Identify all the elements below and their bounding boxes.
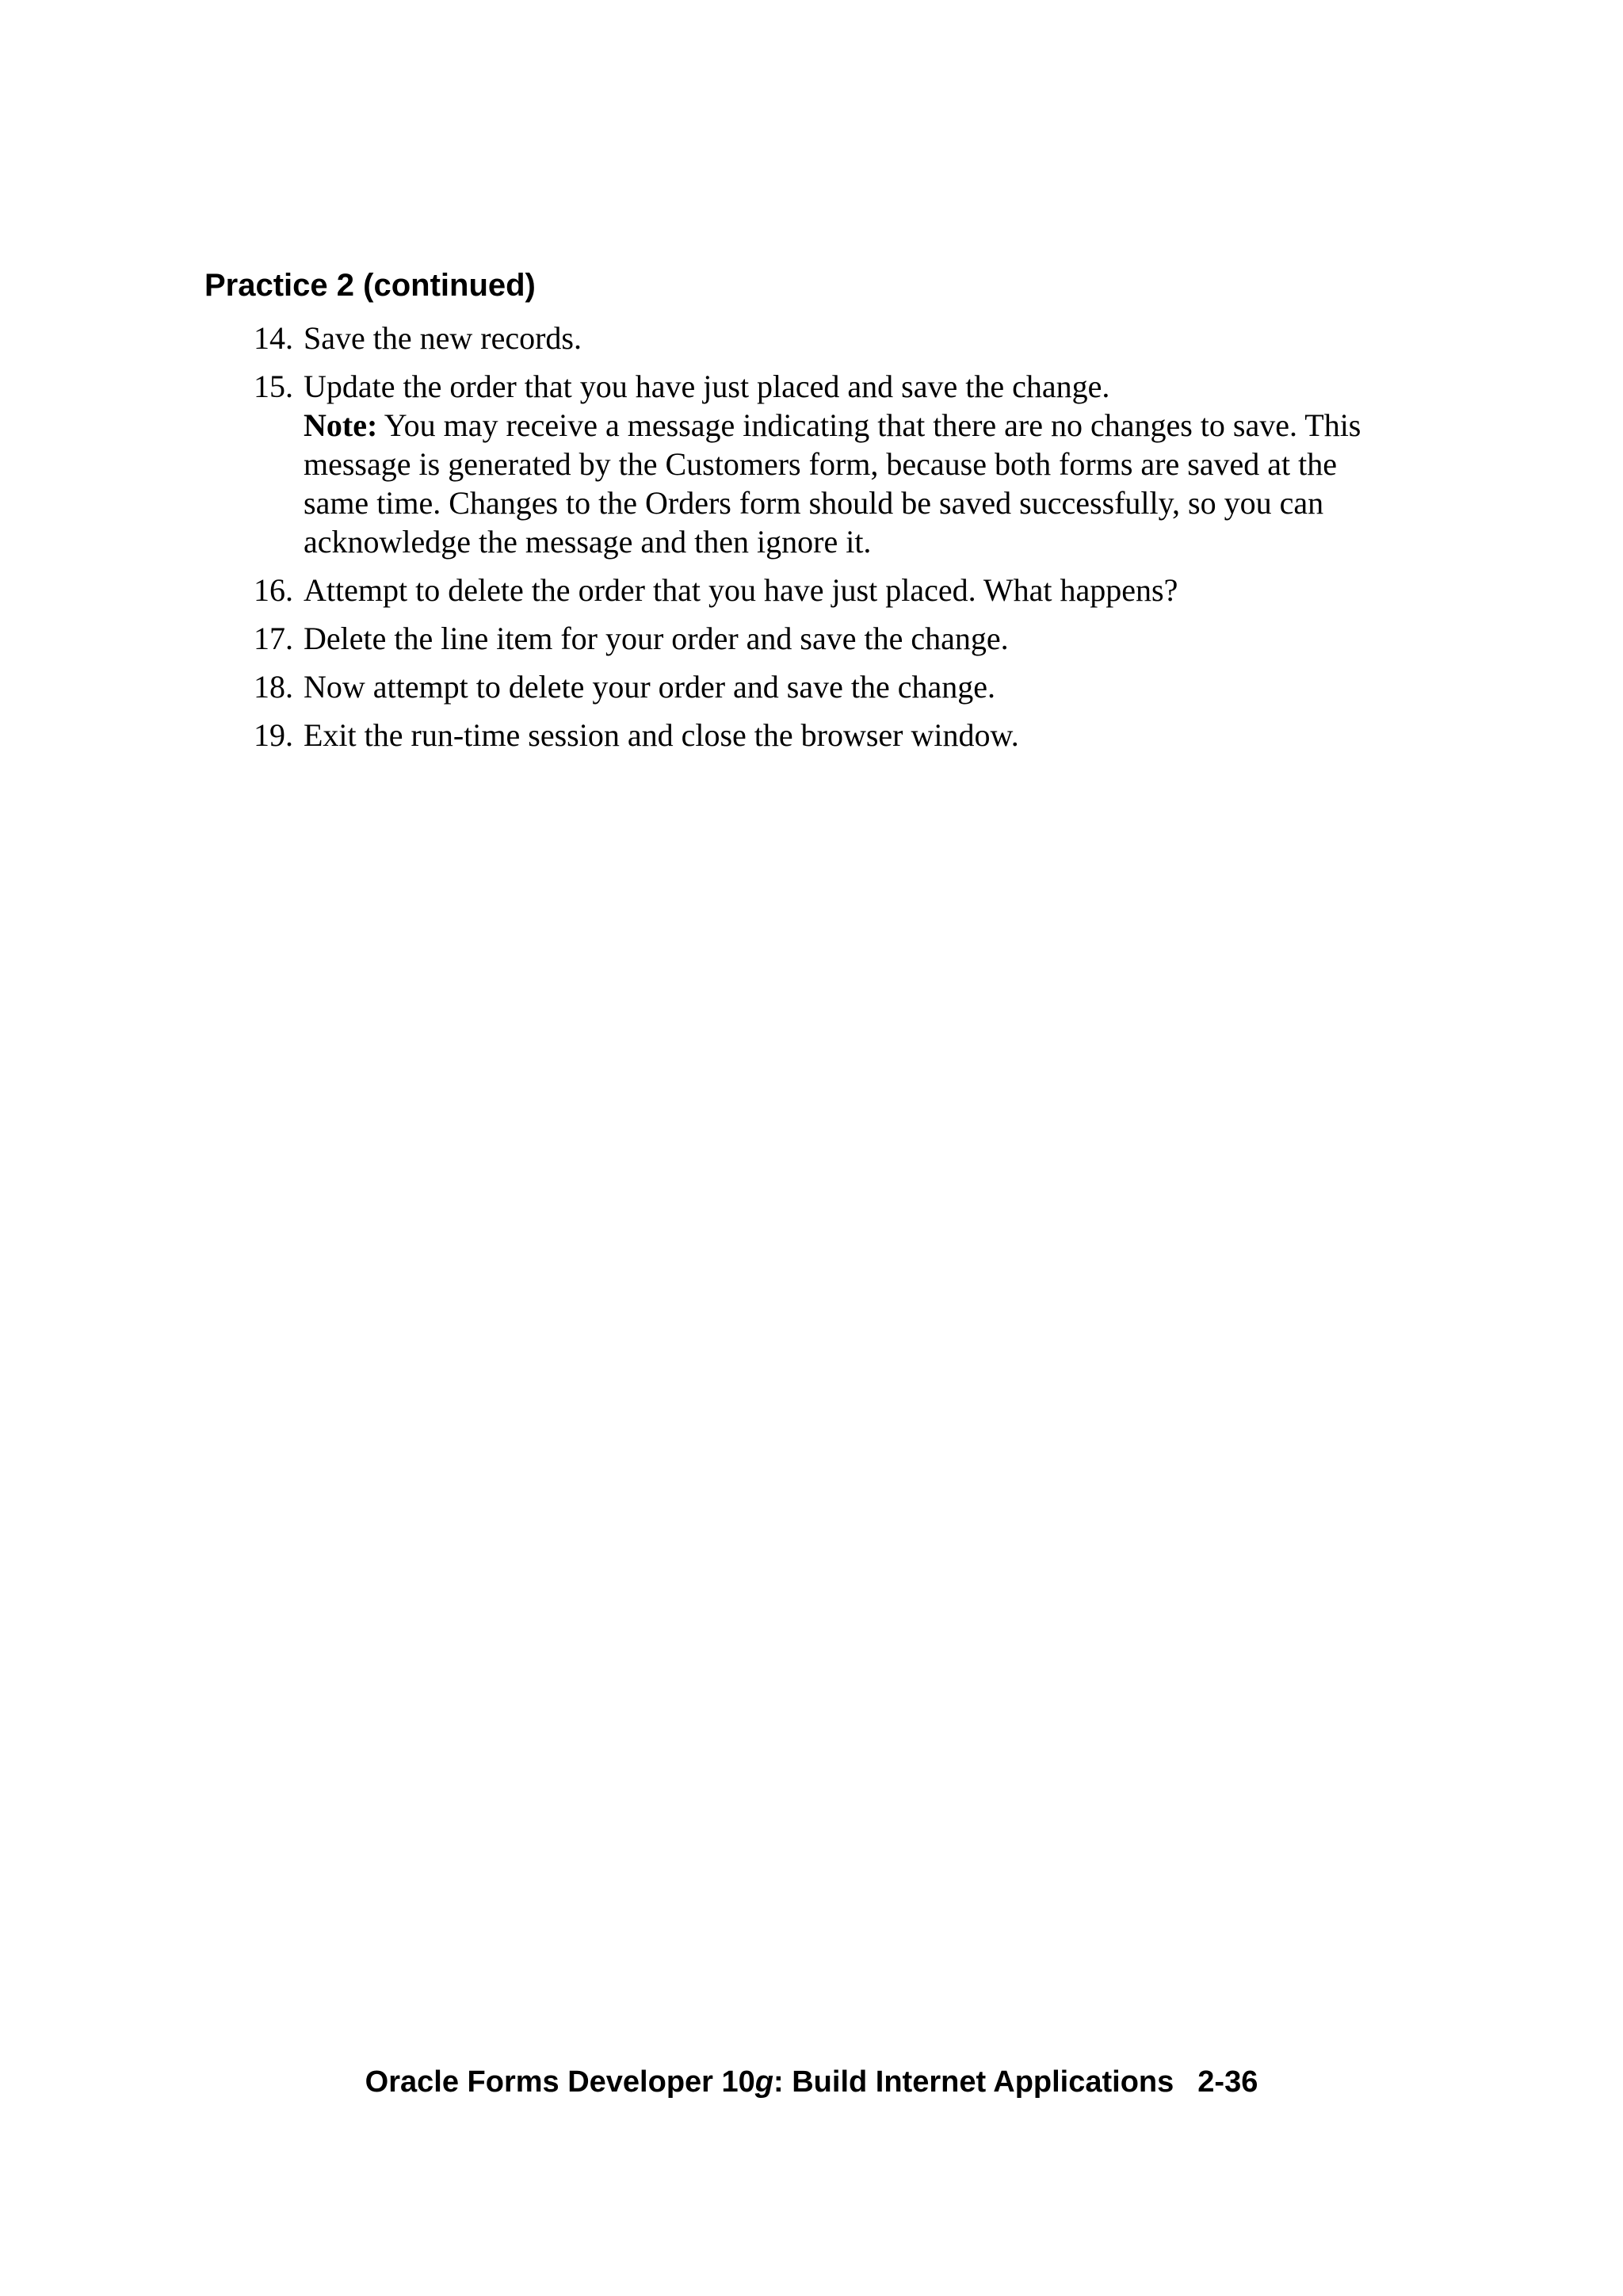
- note-line: same time. Changes to the Orders form should be saved successfully, so you can: [304, 485, 1324, 521]
- note-line: acknowledge the message and then ignore it.: [304, 524, 872, 560]
- step-18: [0, 667, 1429, 706]
- step-number: 16.: [254, 572, 293, 608]
- step-17: [0, 619, 1429, 658]
- practice-steps-list: [0, 319, 1623, 764]
- note-block: [304, 406, 1429, 561]
- note-text: You may receive a message indicating that there are no changes to save. This: [377, 407, 1361, 443]
- note-label: Note:: [304, 407, 378, 443]
- step-number: 17.: [254, 621, 293, 656]
- footer-title-suffix: : Build Internet Applications: [773, 2065, 1174, 2099]
- footer-title-italic: g: [754, 2065, 774, 2099]
- practice-heading: Practice 2 (continued): [204, 268, 536, 303]
- footer-page-number: 2-36: [1197, 2065, 1258, 2099]
- note-line: message is generated by the Customers form, because both forms are saved at the: [304, 446, 1338, 482]
- step-number: 14.: [254, 320, 293, 356]
- step-text: Update the order that you have just placed and save the change.: [304, 369, 1110, 404]
- step-number: 18.: [254, 669, 293, 705]
- page-footer: [0, 2064, 1623, 2100]
- step-text: Exit the run-time session and close the browser window.: [304, 717, 1019, 753]
- step-14: [0, 319, 1429, 357]
- step-text: Attempt to delete the order that you have just placed. What happens?: [304, 572, 1178, 608]
- step-text: Delete the line item for your order and save the change.: [304, 621, 1009, 656]
- footer-title-prefix: Oracle Forms Developer 10: [365, 2065, 755, 2099]
- step-number: 15.: [254, 369, 293, 404]
- step-15: [0, 367, 1429, 561]
- note-line: [304, 406, 1429, 445]
- step-text: Save the new records.: [304, 320, 582, 356]
- step-19: [0, 716, 1429, 755]
- step-text: Now attempt to delete your order and save the change.: [304, 669, 996, 705]
- step-number: 19.: [254, 717, 293, 753]
- step-16: [0, 571, 1429, 609]
